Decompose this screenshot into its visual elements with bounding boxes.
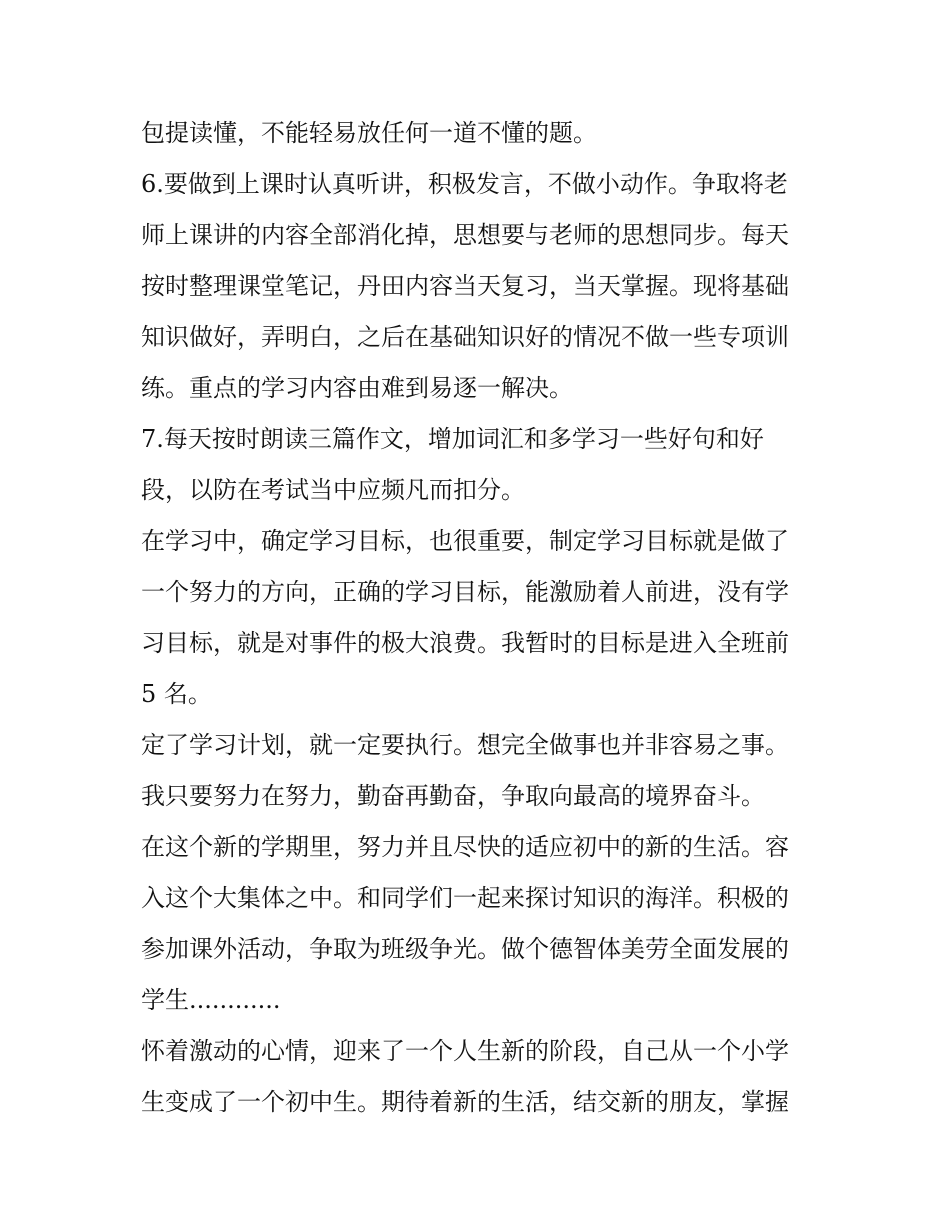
text-line: 参加课外活动，争取为班级争光。做个德智体美劳全面发展的 <box>141 935 789 963</box>
text-line: 在学习中，确定学习目标，也很重要，制定学习目标就是做了 <box>141 527 789 555</box>
text-line: 段，以防在考试当中应频凡而扣分。 <box>141 476 525 504</box>
text-line: 习目标，就是对事件的极大浪费。我暂时的目标是进入全班前 <box>141 629 789 657</box>
text-line: 生变成了一个初中生。期待着新的生活，结交新的朋友，掌握 <box>141 1088 789 1116</box>
text-line: 7.每天按时朗读三篇作文，增加词汇和多学习一些好句和好 <box>141 425 764 453</box>
text-line: 入这个大集体之中。和同学们一起来探讨知识的海洋。积极的 <box>141 884 789 912</box>
text-line: 学生............ <box>141 986 281 1014</box>
text-line: 我只要努力在努力，勤奋再勤奋，争取向最高的境界奋斗。 <box>141 782 765 810</box>
text-line: 师上课讲的内容全部消化掉，思想要与老师的思想同步。每天 <box>141 221 789 249</box>
text-line: 怀着激动的心情，迎来了一个人生新的阶段，自己从一个小学 <box>141 1037 789 1065</box>
text-line: 6.要做到上课时认真听讲，积极发言，不做小动作。争取将老 <box>141 170 788 198</box>
text-line: 5 名。 <box>141 680 212 708</box>
text-line: 在这个新的学期里，努力并且尽快的适应初中的新的生活。容 <box>141 833 789 861</box>
text-line: 定了学习计划，就一定要执行。想完全做事也并非容易之事。 <box>141 731 789 759</box>
text-line: 包提读懂，不能轻易放任何一道不懂的题。 <box>141 119 597 147</box>
document-body <box>141 108 821 1128</box>
text-line: 按时整理课堂笔记，丹田内容当天复习，当天掌握。现将基础 <box>141 272 789 300</box>
text-line: 一个努力的方向，正确的学习目标，能激励着人前进，没有学 <box>141 578 789 606</box>
text-line: 知识做好，弄明白，之后在基础知识好的情况不做一些专项训 <box>141 323 789 351</box>
text-line: 练。重点的学习内容由难到易逐一解决。 <box>141 374 573 402</box>
